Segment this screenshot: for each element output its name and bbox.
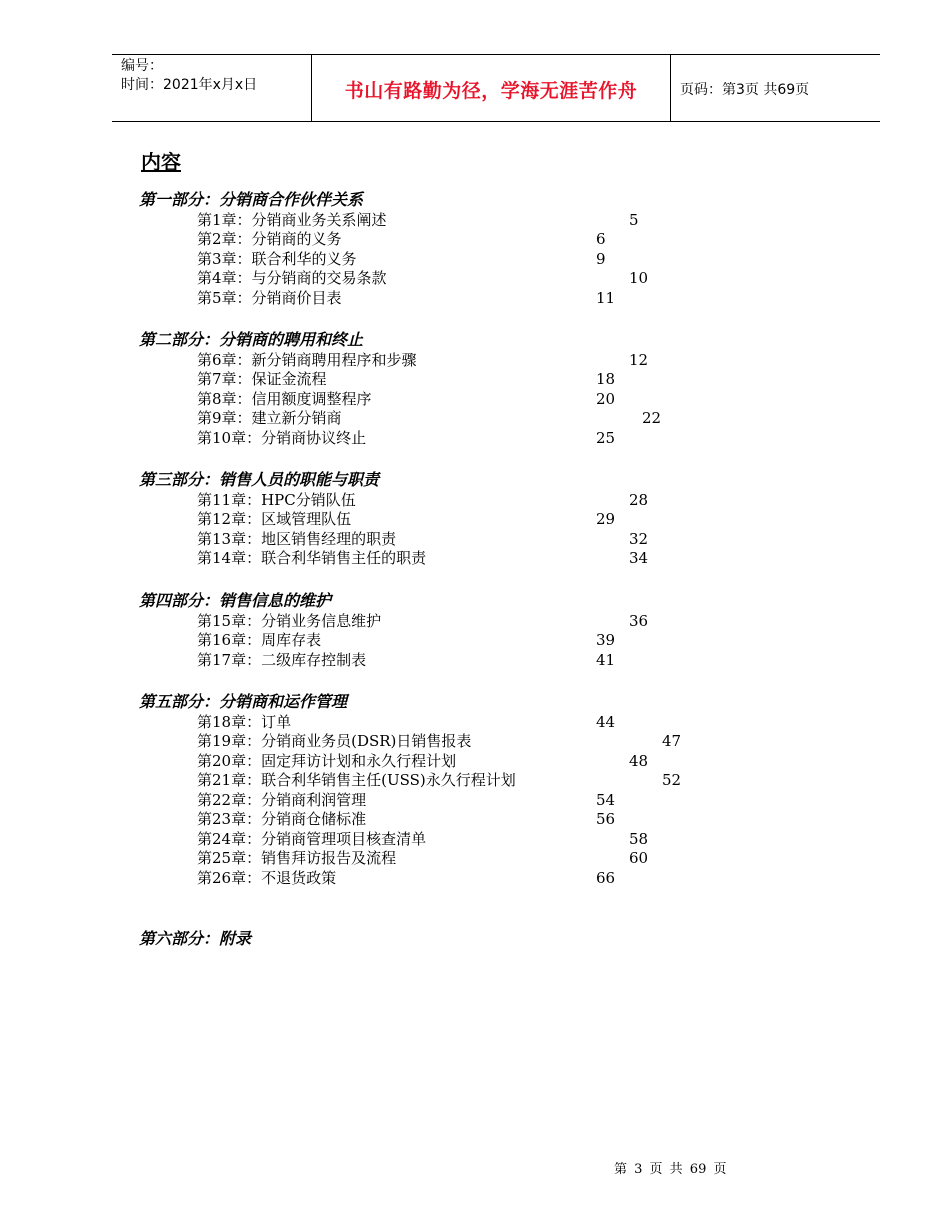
page-footer: 第 3 页 共 69 页: [614, 1162, 727, 1177]
toc-part-heading: 第五部分：分销商和运作管理: [139, 692, 348, 711]
toc-page-number: 6: [596, 230, 606, 248]
toc-chapter-label: 第19章：分销商业务员(DSR)日销售报表: [197, 732, 472, 750]
toc-title: 内容: [141, 150, 181, 174]
toc-chapter-label: 第6章：新分销商聘用程序和步骤: [197, 351, 417, 369]
toc-chapter-label: 第7章：保证金流程: [197, 370, 327, 388]
header-divider: [670, 54, 671, 122]
toc-page-number: 52: [662, 771, 682, 789]
toc-chapter-label: 第22章：分销商利润管理: [197, 791, 367, 809]
toc-page-number: 9: [596, 250, 606, 268]
toc-page-number: 10: [629, 269, 649, 287]
toc-chapter-label: 第8章：信用额度调整程序: [197, 390, 372, 408]
toc-chapter-label: 第10章：分销商协议终止: [197, 429, 367, 447]
toc-chapter-label: 第1章：分销商业务关系阐述: [197, 211, 387, 229]
toc-chapter-label: 第2章：分销商的义务: [197, 230, 342, 248]
toc-chapter-label: 第16章：周库存表: [197, 631, 322, 649]
toc-page-number: 28: [629, 491, 649, 509]
header-bottom-rule: [112, 121, 880, 122]
toc-page-number: 22: [642, 409, 662, 427]
toc-chapter-label: 第14章：联合利华销售主任的职责: [197, 549, 427, 567]
toc-chapter-label: 第13章：地区销售经理的职责: [197, 530, 397, 548]
toc-page-number: 58: [629, 830, 649, 848]
toc-chapter-label: 第4章：与分销商的交易条款: [197, 269, 387, 287]
toc-chapter-label: 第18章：订单: [197, 713, 292, 731]
toc-page-number: 54: [596, 791, 616, 809]
toc-page-number: 18: [596, 370, 616, 388]
toc-chapter-label: 第9章：建立新分销商: [197, 409, 342, 427]
toc-page-number: 66: [596, 869, 616, 887]
toc-chapter-label: 第26章：不退货政策: [197, 869, 337, 887]
toc-page-number: 32: [629, 530, 649, 548]
toc-part-heading: 第六部分：附录: [139, 929, 252, 948]
toc-page-number: 20: [596, 390, 616, 408]
toc-page-number: 5: [629, 211, 639, 229]
toc-chapter-label: 第21章：联合利华销售主任(USS)永久行程计划: [197, 771, 516, 789]
header-info: [121, 57, 257, 95]
toc-page-number: 60: [629, 849, 649, 867]
toc-page-number: 44: [596, 713, 616, 731]
toc-chapter-label: 第17章：二级库存控制表: [197, 651, 367, 669]
toc-chapter-label: 第25章：销售拜访报告及流程: [197, 849, 397, 867]
toc-part-heading: 第二部分：分销商的聘用和终止: [139, 330, 364, 349]
toc-page-number: 47: [662, 732, 682, 750]
toc-page-number: 39: [596, 631, 616, 649]
toc-page-number: 56: [596, 810, 616, 828]
toc-page-number: 11: [596, 289, 616, 307]
toc-part-heading: 第四部分：销售信息的维护: [139, 591, 332, 610]
toc-chapter-label: 第11章：HPC分销队伍: [197, 491, 356, 509]
toc-page-number: 12: [629, 351, 649, 369]
toc-chapter-label: 第24章：分销商管理项目核查清单: [197, 830, 427, 848]
toc-part-heading: 第三部分：销售人员的职能与职责: [139, 470, 380, 489]
toc-chapter-label: 第5章：分销商价目表: [197, 289, 342, 307]
document-time-label: 时间：2021年x月x日: [121, 77, 258, 93]
toc-page-number: 36: [629, 612, 649, 630]
toc-chapter-label: 第12章：区域管理队伍: [197, 510, 352, 528]
header-top-rule: [112, 54, 880, 55]
toc-part-heading: 第一部分：分销商合作伙伴关系: [139, 190, 364, 209]
toc-page-number: 29: [596, 510, 616, 528]
toc-chapter-label: 第15章：分销业务信息维护: [197, 612, 382, 630]
header-motto: 书山有路勤为径，学海无涯苦作舟: [344, 80, 638, 102]
header-page-label: 页码：第3页 共69页: [680, 82, 810, 98]
toc-page-number: 48: [629, 752, 649, 770]
document-number-label: 编号：: [121, 58, 163, 74]
toc-chapter-label: 第20章：固定拜访计划和永久行程计划: [197, 752, 457, 770]
toc-chapter-label: 第3章：联合利华的义务: [197, 250, 357, 268]
toc-page-number: 25: [596, 429, 616, 447]
toc-chapter-label: 第23章：分销商仓储标准: [197, 810, 367, 828]
toc-page-number: 41: [596, 651, 616, 669]
toc-page-number: 34: [629, 549, 649, 567]
